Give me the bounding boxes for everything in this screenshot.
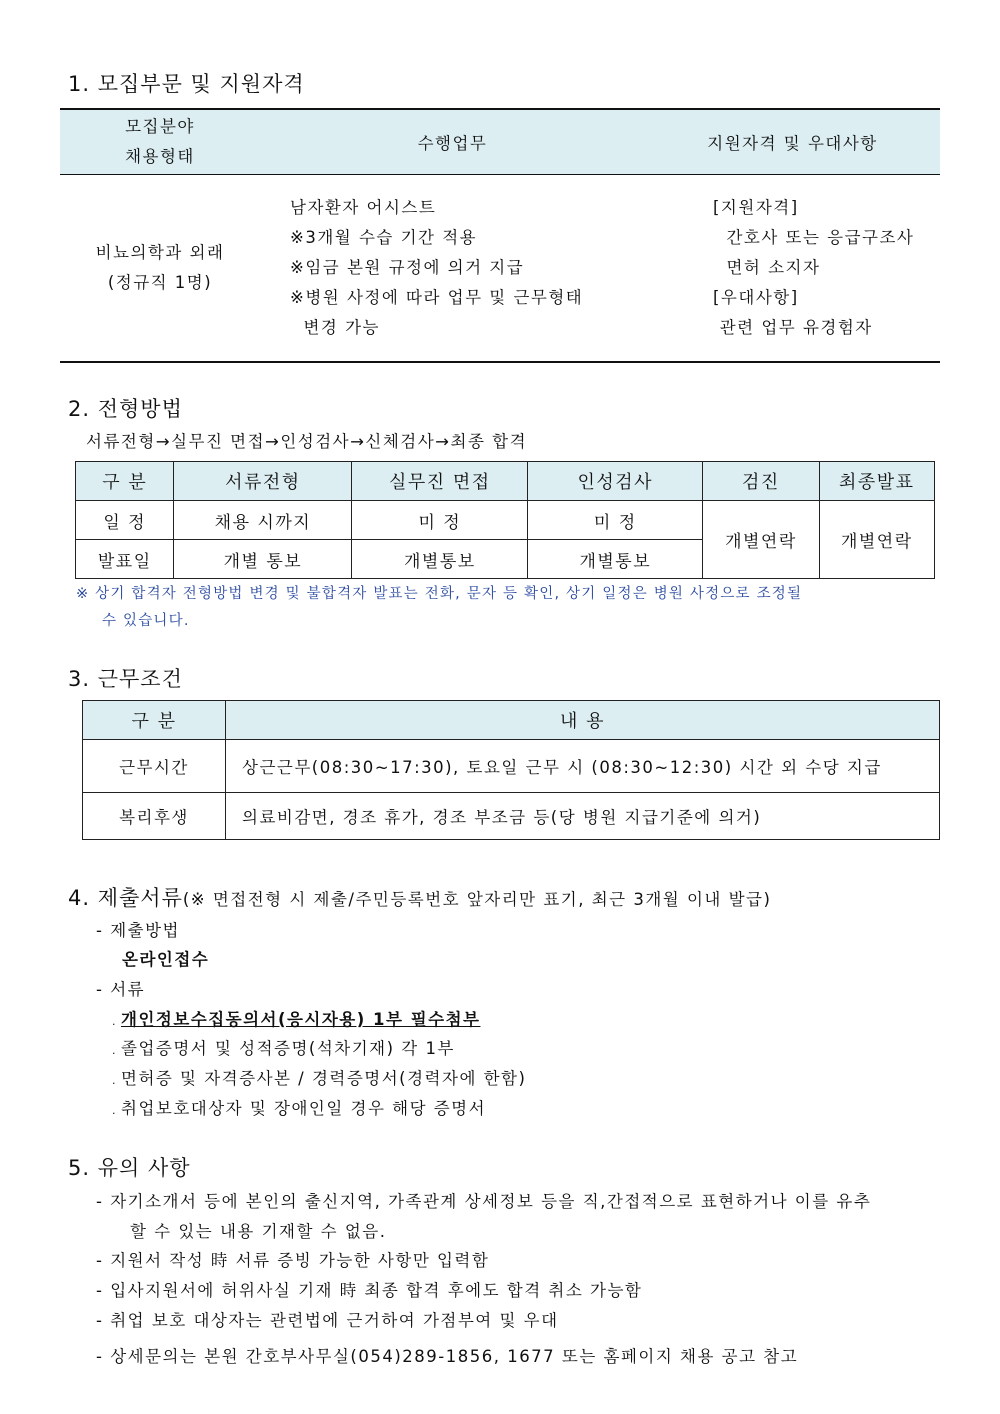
header-field-type: [60, 109, 260, 175]
selection-schedule-table: [75, 461, 935, 579]
header-cell: 구 분: [83, 701, 226, 740]
header-cell: 내 용: [226, 701, 940, 740]
notice-item-cont: 할 수 있는 내용 기재할 수 없음.: [130, 1222, 387, 1241]
document-item: [112, 1006, 480, 1030]
schedule-cell: 채용 시까지: [174, 501, 352, 540]
schedule-label: 일 정: [76, 501, 174, 540]
section-4-title-text: 4. 제출서류: [68, 886, 183, 910]
header-duties: 수행업무: [260, 109, 645, 175]
duty-line: ※임금 본원 규정에 의거 지급: [290, 258, 525, 277]
header-cell: 인성검사: [528, 462, 703, 501]
notice-item: - 입사지원서에 허위사실 기재 時 최종 합격 후에도 합격 취소 가능함: [96, 1281, 643, 1300]
doc-bullet: .: [112, 1104, 117, 1117]
schedule-cell: 미 정: [528, 501, 703, 540]
notice-item: - 취업 보호 대상자는 관련법에 근거하여 가점부여 및 우대: [96, 1311, 559, 1330]
header-cell: 구 분: [76, 462, 174, 501]
condition-label: 근무시간: [83, 740, 226, 793]
duty-line: ※3개월 수습 기간 적용: [290, 228, 478, 247]
condition-value: 의료비감면, 경조 휴가, 경조 부조금 등(당 병원 지급기준에 의거): [226, 793, 940, 840]
section-1-title: 1. 모집부문 및 지원자격: [68, 72, 305, 96]
document-item: [112, 1035, 455, 1059]
document-item: [112, 1065, 526, 1089]
checkup-cell: 개별연락: [703, 501, 819, 579]
qual-line: 면허 소지자: [713, 258, 821, 277]
announce-cell: 개별통보: [352, 540, 528, 579]
header-cell: 서류전형: [174, 462, 352, 501]
header-cell: 검진: [703, 462, 819, 501]
qual-line: [지원자격]: [713, 198, 799, 217]
section-4-title-note: (※ 면접전형 시 제출/주민등록번호 앞자리만 표기, 최근 3개월 이내 발급): [182, 890, 772, 909]
doc-text: 면허증 및 자격증사본 / 경력증명서(경력자에 한함): [121, 1069, 527, 1088]
qual-line: 관련 업무 유경험자: [713, 318, 873, 337]
recruitment-table: [60, 108, 940, 363]
header-cell: 실무진 면접: [352, 462, 528, 501]
qual-line: [우대사항]: [713, 288, 799, 307]
schedule-note-cont: 수 있습니다.: [102, 613, 190, 629]
schedule-cell: 미 정: [352, 501, 528, 540]
schedule-note: ※ 상기 합격자 전형방법 변경 및 불합격자 발표는 전화, 문자 등 확인, 상기 일정은 병원 사정으로 조정될: [76, 586, 803, 602]
doc-text: 취업보호대상자 및 장애인일 경우 해당 증명서: [121, 1099, 487, 1118]
duty-line: 남자환자 어시스트: [290, 198, 437, 217]
notice-item: - 지원서 작성 時 서류 증빙 가능한 사항만 입력함: [96, 1251, 490, 1270]
duties-cell: [260, 175, 645, 363]
work-conditions-table: [82, 700, 940, 840]
announce-label: 발표일: [76, 540, 174, 579]
final-cell: 개별연락: [819, 501, 934, 579]
condition-label: 복리후생: [83, 793, 226, 840]
documents-label: - 서류: [96, 980, 146, 999]
header-quals: 지원자격 및 우대사항: [645, 109, 940, 175]
notice-item: - 자기소개서 등에 본인의 출신지역, 가족관계 상세정보 등을 직,간접적으로 표현하거나 이를 유추: [96, 1192, 872, 1211]
header-field: 모집분야: [125, 117, 195, 136]
quals-cell: [645, 175, 940, 363]
doc-text: 졸업증명서 및 성적증명(석차기재) 각 1부: [121, 1039, 455, 1058]
section-4-title: [68, 882, 771, 912]
duty-line: ※병원 사정에 따라 업무 및 근무형태: [290, 288, 584, 307]
submit-method-label: - 제출방법: [96, 921, 180, 940]
notice-item: - 상세문의는 본원 간호부사무실(054)289-1856, 1677 또는 홈페이지 채용 공고 참고: [96, 1347, 799, 1366]
submit-method: 온라인접수: [122, 950, 210, 969]
condition-value: 상근근무(08:30~17:30), 토요일 근무 시 (08:30~12:30) 시간 외 수당 지급: [226, 740, 940, 793]
section-2-title: 2. 전형방법: [68, 397, 183, 421]
doc-bullet: .: [112, 1074, 117, 1087]
announce-cell: 개별 통보: [174, 540, 352, 579]
doc-text: 개인정보수집동의서(응시자용) 1부 필수첨부: [121, 1010, 481, 1029]
section-3-title: 3. 근무조건: [68, 667, 183, 691]
section-5-title: 5. 유의 사항: [68, 1156, 191, 1180]
field-name: 비뇨의학과 외래: [95, 243, 225, 262]
qual-line: 간호사 또는 응급구조사: [713, 228, 915, 247]
doc-bullet: .: [112, 1015, 117, 1028]
header-cell: 최종발표: [819, 462, 934, 501]
duty-line: 변경 가능: [290, 318, 380, 337]
header-type: 채용형태: [125, 147, 195, 166]
doc-bullet: .: [112, 1044, 117, 1057]
document-item: [112, 1095, 486, 1119]
employment-type: (정규직 1명): [107, 273, 213, 292]
selection-flow: 서류전형→실무진 면접→인성검사→신체검사→최종 합격: [86, 432, 528, 451]
field-cell: [60, 175, 260, 363]
announce-cell: 개별통보: [528, 540, 703, 579]
